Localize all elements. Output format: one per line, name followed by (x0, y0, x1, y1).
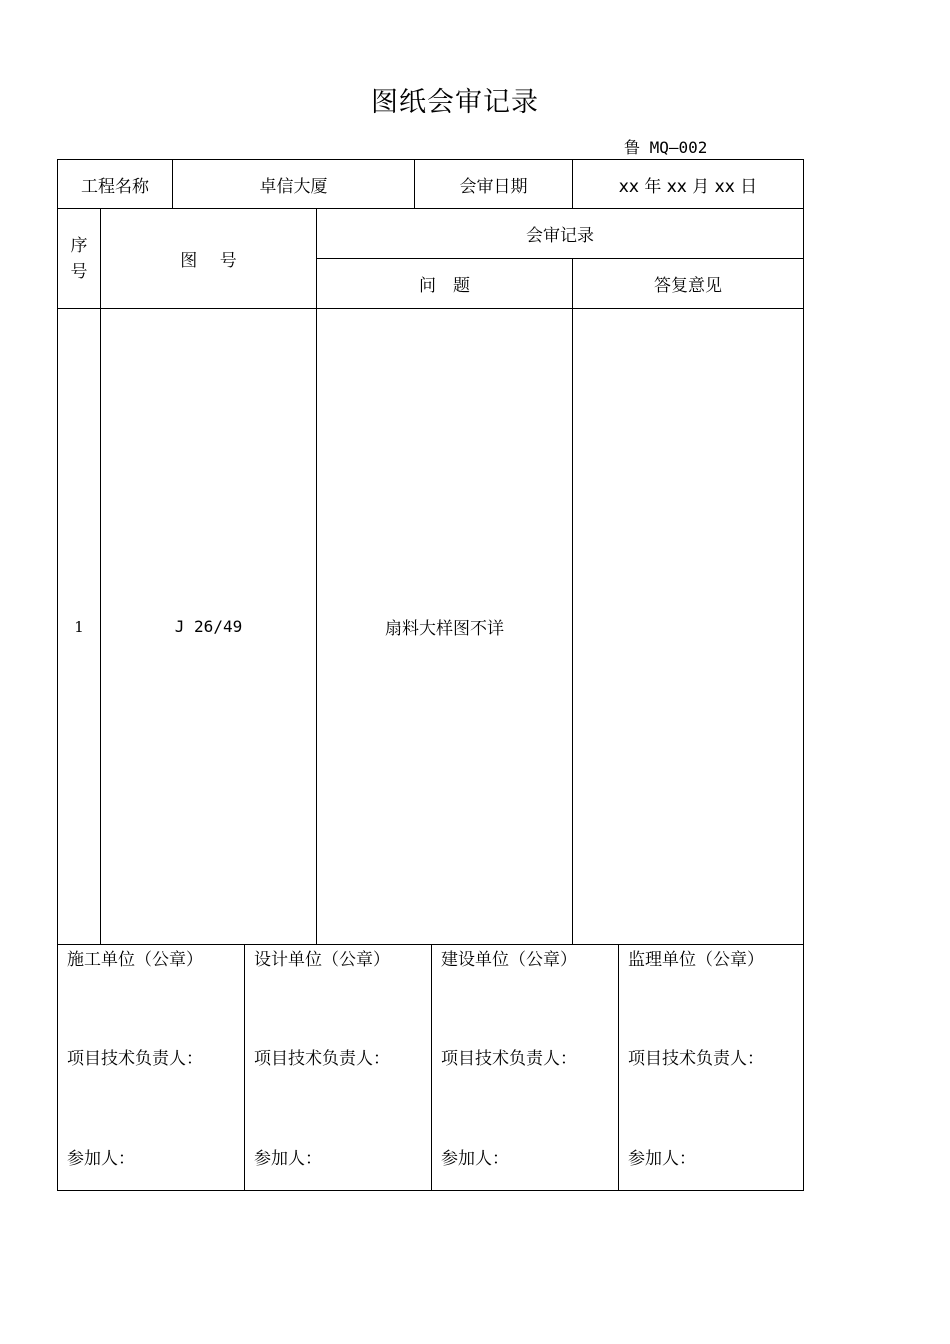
table-row-issue: 扇料大样图不详 (316, 308, 573, 945)
signature-tech-lead-label: 项目技术负责人： (254, 1049, 390, 1069)
signature-block-supervision (618, 944, 804, 1191)
document-code: 鲁 MQ—002 (624, 138, 708, 157)
signature-block-construction (57, 944, 245, 1191)
table-row-drawing-no: J 26/49 (100, 308, 317, 945)
signature-block-design (244, 944, 432, 1191)
signature-tech-lead-label: 项目技术负责人： (67, 1049, 203, 1069)
drawing-no-column-header: 图 号 (100, 208, 317, 309)
signature-tech-lead-label: 项目技术负责人： (441, 1049, 577, 1069)
reply-column-header: 答复意见 (572, 258, 804, 309)
issue-column-header: 问 题 (316, 258, 573, 309)
signature-unit-label: 监理单位（公章） (628, 950, 764, 970)
signature-participants-label: 参加人： (67, 1149, 135, 1169)
signature-unit-label: 建设单位（公章） (441, 950, 577, 970)
signature-block-client (431, 944, 619, 1191)
seq-header-line2: 号 (70, 261, 88, 282)
page-title: 图纸会审记录 (371, 87, 539, 118)
review-record-form (57, 159, 804, 1191)
table-row-reply (572, 308, 804, 945)
seq-header-line1: 序 (70, 235, 88, 256)
signature-participants-label: 参加人： (628, 1149, 696, 1169)
review-date-value: xx 年 xx 月 xx 日 (572, 159, 804, 209)
signature-unit-label: 设计单位（公章） (254, 950, 390, 970)
seq-column-header (57, 208, 101, 309)
signature-participants-label: 参加人： (441, 1149, 509, 1169)
signature-tech-lead-label: 项目技术负责人： (628, 1049, 764, 1069)
signature-participants-label: 参加人： (254, 1149, 322, 1169)
signature-unit-label: 施工单位（公章） (67, 950, 203, 970)
project-name-label: 工程名称 (57, 159, 173, 209)
table-row-seq: 1 (57, 308, 101, 945)
review-date-label: 会审日期 (414, 159, 573, 209)
project-name-value: 卓信大厦 (172, 159, 415, 209)
review-record-group-header: 会审记录 (316, 208, 804, 259)
